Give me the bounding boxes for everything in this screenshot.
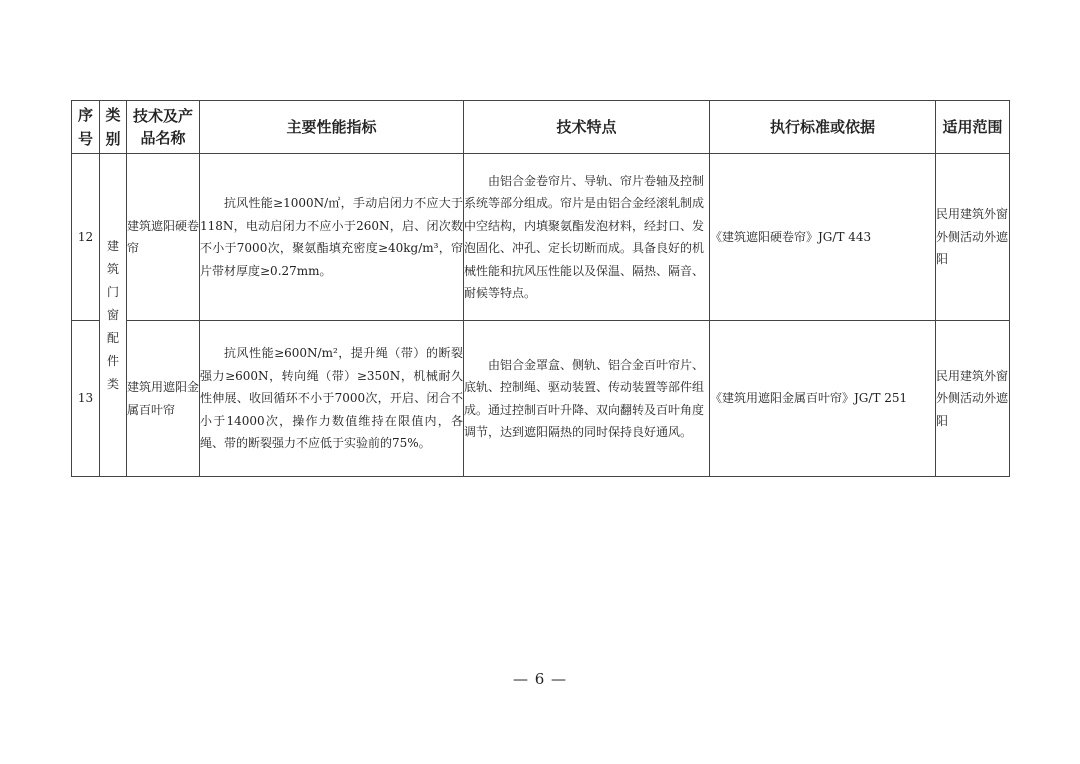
header-category: 类别 [100,101,127,154]
row-seq: 12 [72,154,100,321]
header-seq: 序号 [72,101,100,154]
row-scope: 民用建筑外窗外侧活动外遮阳 [936,321,1010,477]
row-performance: 抗风性能≥600N/m²，提升绳（带）的断裂强力≥600N，转向绳（带）≥350N，机械耐久性伸展、收回循环不小于7000次，开启、闭合不小于14000次，操作力数值维持在限值内，各绳、带的断裂强力不应低于实验前的75%。 [200,321,464,477]
row-features: 由铝合金罩盒、侧轨、铝合金百叶帘片、底轨、控制绳、驱动装置、传动装置等部件组成。通过控制百叶升降、双向翻转及百叶角度调节，达到遮阳隔热的同时保持良好通风。 [464,321,710,477]
category-cell [100,154,127,477]
spec-table [71,100,1010,477]
row-product-name: 建筑遮阳硬卷帘 [127,154,200,321]
row-performance: 抗风性能≥1000N/㎡，手动启闭力不应大于118N，电动启闭力不应小于260N，启、闭次数不小于7000次，聚氨酯填充密度≥40kg/m³，帘片带材厚度≥0.27mm。 [200,154,464,321]
row-standard: 《建筑遮阳硬卷帘》JG/T 443 [710,154,936,321]
page-number: — 6 — [512,670,568,688]
category-label: 建筑门窗配件类 [106,238,119,391]
header-standard: 执行标准或依据 [710,101,936,154]
table-row [72,154,1010,321]
row-standard: 《建筑用遮阳金属百叶帘》JG/T 251 [710,321,936,477]
header-row [72,101,1010,154]
header-product: 技术及产品名称 [127,101,200,154]
row-seq: 13 [72,321,100,477]
header-scope: 适用范围 [936,101,1010,154]
table-row [72,321,1010,477]
row-product-name: 建筑用遮阳金属百叶帘 [127,321,200,477]
row-features: 由铝合金卷帘片、导轨、帘片卷轴及控制系统等部分组成。帘片是由铝合金经滚轧制成中空结构，内填聚氨酯发泡材料，经封口、发泡固化、冲孔、定长切断而成。具备良好的机械性能和抗风压性能以及保温、隔热、隔音、耐候等特点。 [464,154,710,321]
header-performance: 主要性能指标 [200,101,464,154]
row-scope: 民用建筑外窗外侧活动外遮阳 [936,154,1010,321]
header-features: 技术特点 [464,101,710,154]
